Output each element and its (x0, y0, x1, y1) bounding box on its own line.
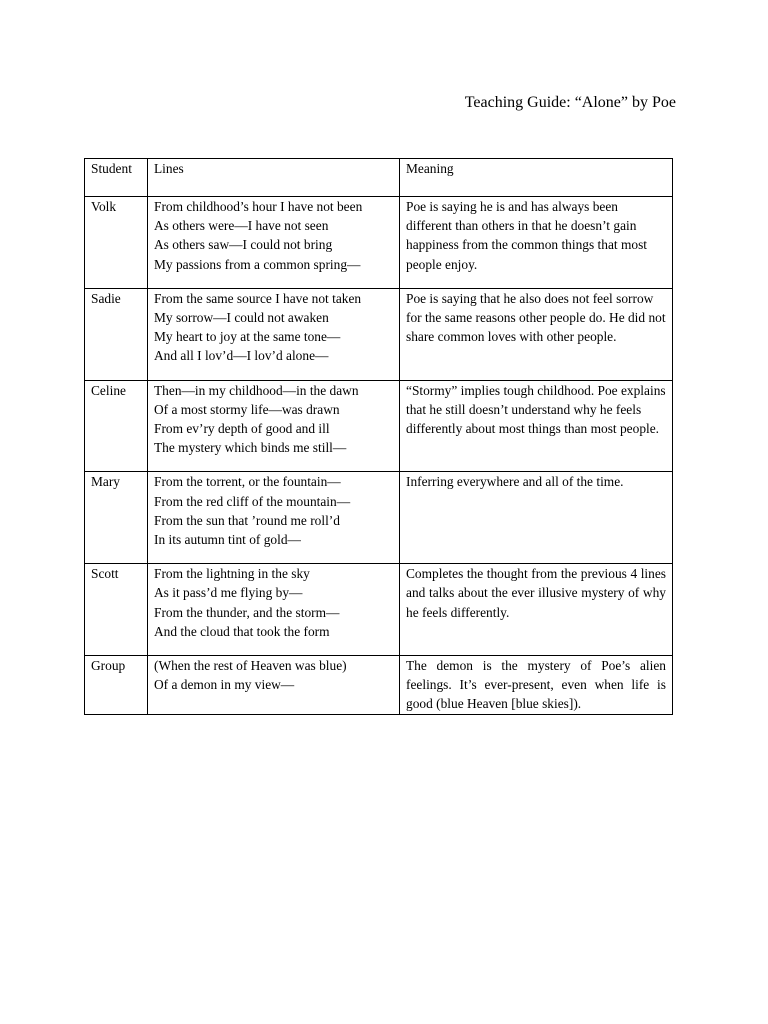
table-row (85, 472, 673, 564)
table-row (85, 380, 673, 472)
poem-line: (When the rest of Heaven was blue) (154, 658, 347, 674)
header-student: Student (85, 159, 148, 197)
poem-line: From the lightning in the sky (154, 566, 310, 582)
student-name: Sadie (85, 288, 148, 380)
poem-line: My sorrow—I could not awaken (154, 310, 329, 326)
table-row (85, 564, 673, 656)
meaning-cell (400, 380, 673, 472)
poem-line: Then—in my childhood—in the dawn (154, 382, 359, 398)
poem-line: Of a most stormy life—was drawn (154, 401, 340, 417)
poem-lines (148, 288, 400, 380)
poem-line: The mystery which binds me still— (154, 440, 347, 456)
poem-line: From ev’ry depth of good and ill (154, 421, 330, 437)
meaning-cell (400, 197, 673, 289)
meaning-text: Inferring everywhere and all of the time. (406, 474, 624, 490)
page-title: Teaching Guide: “Alone” by Poe (464, 94, 676, 111)
poem-lines (148, 564, 400, 656)
poem-line: From the same source I have not taken (154, 290, 362, 306)
header-lines: Lines (148, 159, 400, 197)
student-name: Group (85, 656, 148, 715)
student-name: Celine (85, 380, 148, 472)
meaning-text: “Stormy” implies tough childhood. Poe explains that he still doesn’t understand why he feels differently about most things than most people. (406, 382, 666, 437)
poem-line: My passions from a common spring— (154, 256, 361, 272)
poem-line: From childhood’s hour I have not been (154, 199, 363, 214)
header-meaning: Meaning (400, 159, 673, 197)
poem-lines (148, 656, 400, 715)
student-name: Scott (85, 564, 148, 656)
meaning-text: The demon is the mystery of Poe’s alien feelings. It’s ever-present, even when life is good (blue Heaven [blue skies]). (406, 658, 666, 712)
meaning-text: Poe is saying that he also does not feel sorrow for the same reasons other people do. He did not share common loves with other people. (406, 290, 666, 345)
table-header-row (85, 159, 673, 197)
table-row (85, 656, 673, 715)
meaning-text: Completes the thought from the previous 4 lines and talks about the ever illusive mystery of why he feels differently. (406, 566, 666, 620)
poem-lines (148, 197, 400, 289)
poem-line: And all I lov’d—I lov’d alone— (154, 348, 329, 364)
poem-line: Of a demon in my view— (154, 677, 295, 693)
student-name: Mary (85, 472, 148, 564)
meaning-cell (400, 288, 673, 380)
poem-line: From the torrent, or the fountain— (154, 474, 341, 490)
student-name: Volk (85, 197, 148, 289)
table-row (85, 197, 673, 289)
poem-line: My heart to joy at the same tone— (154, 329, 341, 345)
poem-line: From the thunder, and the storm— (154, 604, 340, 620)
table-row (85, 288, 673, 380)
poem-line: As it pass’d me flying by— (154, 585, 303, 601)
meaning-cell (400, 472, 673, 564)
poem-line: In its autumn tint of gold— (154, 532, 301, 548)
meaning-text: Poe is saying he is and has always been different than others in that he doesn’t gain happiness from the common things that most people enjoy. (406, 199, 648, 272)
poem-analysis-table (84, 158, 673, 715)
poem-line: From the red cliff of the mountain— (154, 493, 351, 509)
poem-line: As others saw—I could not bring (154, 237, 333, 253)
meaning-cell (400, 656, 673, 715)
poem-lines (148, 380, 400, 472)
poem-line: From the sun that ’round me roll’d (154, 512, 340, 528)
poem-line: As others were—I have not seen (154, 218, 329, 234)
meaning-cell (400, 564, 673, 656)
poem-lines (148, 472, 400, 564)
poem-line: And the cloud that took the form (154, 623, 330, 639)
